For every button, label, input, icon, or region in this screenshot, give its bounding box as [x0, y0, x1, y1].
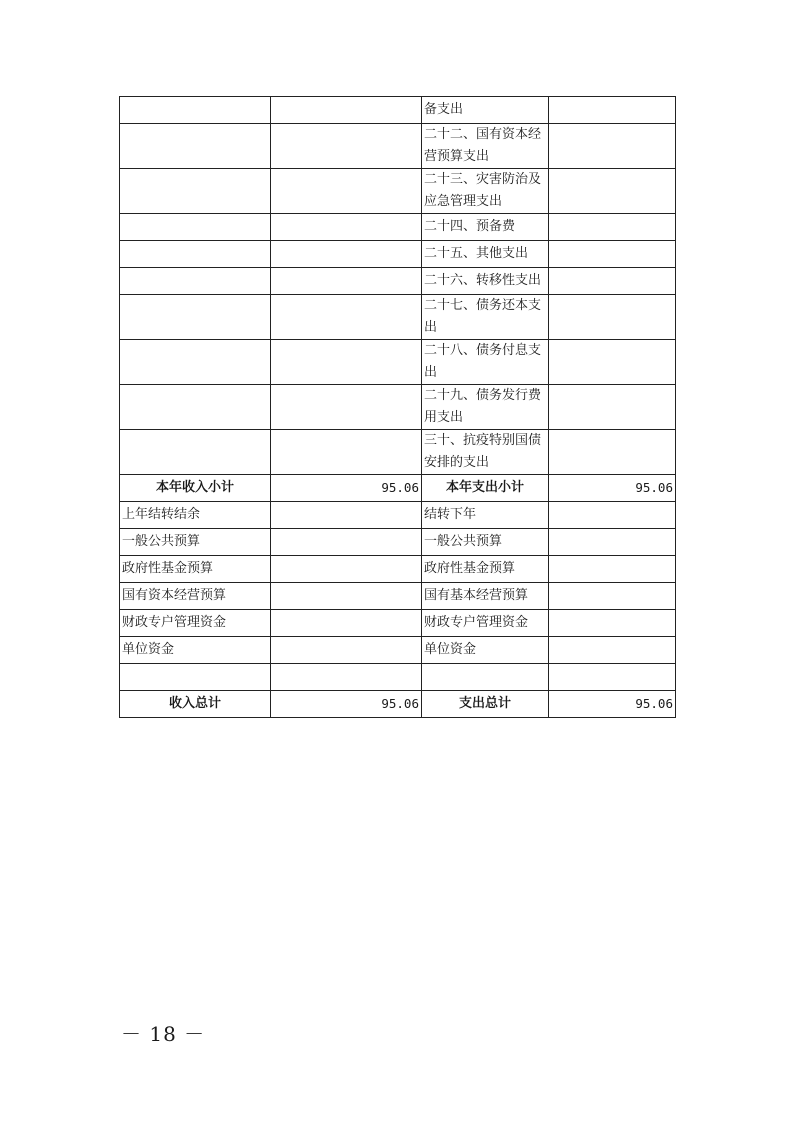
income-amount-cell: [271, 664, 422, 691]
income-subtotal-value: 95.06: [271, 475, 422, 502]
income-item-cell: [120, 169, 271, 214]
income-amount-cell: [271, 430, 422, 475]
table-row: [120, 637, 676, 664]
empty-row: [120, 664, 676, 691]
income-amount-cell: [271, 583, 422, 610]
income-item-cell: [120, 295, 271, 340]
table-row: [120, 169, 676, 214]
expense-item-cell: [422, 664, 549, 691]
table-row: [120, 214, 676, 241]
expense-amount-cell: [549, 241, 676, 268]
table-row: [120, 295, 676, 340]
expense-amount-cell: [549, 124, 676, 169]
table-row: [120, 529, 676, 556]
expense-item-cell: 二十八、债务付息支出: [422, 340, 549, 385]
income-carryover-label: 上年结转结余: [120, 502, 271, 529]
expense-amount-cell: [549, 502, 676, 529]
income-amount-cell: [271, 385, 422, 430]
table-row: [120, 241, 676, 268]
table-row: [120, 124, 676, 169]
table-row: [120, 268, 676, 295]
income-total-label: 收入总计: [120, 691, 271, 718]
income-item-cell: [120, 385, 271, 430]
table-row: [120, 340, 676, 385]
expense-amount-cell: [549, 610, 676, 637]
income-total-value: 95.06: [271, 691, 422, 718]
expense-carryover-item: 单位资金: [422, 637, 549, 664]
income-carryover-item: 国有资本经营预算: [120, 583, 271, 610]
income-carryover-item: 一般公共预算: [120, 529, 271, 556]
income-amount-cell: [271, 268, 422, 295]
income-item-cell: [120, 214, 271, 241]
expense-carryover-item: 政府性基金预算: [422, 556, 549, 583]
income-item-cell: [120, 340, 271, 385]
expense-amount-cell: [549, 583, 676, 610]
income-amount-cell: [271, 241, 422, 268]
income-amount-cell: [271, 97, 422, 124]
expense-amount-cell: [549, 214, 676, 241]
expense-amount-cell: [549, 430, 676, 475]
subtotal-row: [120, 475, 676, 502]
table-row: [120, 556, 676, 583]
income-item-cell: [120, 268, 271, 295]
table-row: [120, 385, 676, 430]
expense-subtotal-label: 本年支出小计: [422, 475, 549, 502]
expense-item-cell: 二十四、预备费: [422, 214, 549, 241]
income-item-cell: [120, 430, 271, 475]
income-amount-cell: [271, 637, 422, 664]
expense-carryover-item: 一般公共预算: [422, 529, 549, 556]
income-amount-cell: [271, 610, 422, 637]
expense-item-cell: 二十九、债务发行费用支出: [422, 385, 549, 430]
income-amount-cell: [271, 556, 422, 583]
income-amount-cell: [271, 340, 422, 385]
expense-amount-cell: [549, 97, 676, 124]
income-carryover-item: 单位资金: [120, 637, 271, 664]
expense-subtotal-value: 95.06: [549, 475, 676, 502]
table-row: [120, 97, 676, 124]
expense-item-cell: 二十五、其他支出: [422, 241, 549, 268]
income-amount-cell: [271, 295, 422, 340]
expense-carryover-item: 财政专户管理资金: [422, 610, 549, 637]
total-row: [120, 691, 676, 718]
income-item-cell: [120, 97, 271, 124]
expense-amount-cell: [549, 637, 676, 664]
expense-amount-cell: [549, 664, 676, 691]
income-item-cell: [120, 124, 271, 169]
expense-amount-cell: [549, 268, 676, 295]
table-row: [120, 430, 676, 475]
expense-item-cell: 三十、抗疫特别国债安排的支出: [422, 430, 549, 475]
expense-carryover-item: 国有基本经营预算: [422, 583, 549, 610]
page-number: － 18 －: [121, 1022, 206, 1046]
table-row: [120, 610, 676, 637]
income-carryover-item: 财政专户管理资金: [120, 610, 271, 637]
income-item-cell: [120, 241, 271, 268]
expense-item-cell: 备支出: [422, 97, 549, 124]
expense-item-cell: 二十二、国有资本经营预算支出: [422, 124, 549, 169]
budget-table: [119, 96, 676, 718]
expense-item-cell: 二十六、转移性支出: [422, 268, 549, 295]
expense-amount-cell: [549, 529, 676, 556]
expense-item-cell: 二十七、债务还本支出: [422, 295, 549, 340]
expense-total-label: 支出总计: [422, 691, 549, 718]
income-amount-cell: [271, 214, 422, 241]
expense-amount-cell: [549, 295, 676, 340]
income-amount-cell: [271, 529, 422, 556]
expense-total-value: 95.06: [549, 691, 676, 718]
expense-amount-cell: [549, 340, 676, 385]
expense-amount-cell: [549, 556, 676, 583]
income-item-cell: [120, 664, 271, 691]
income-amount-cell: [271, 502, 422, 529]
carryover-row: [120, 502, 676, 529]
expense-amount-cell: [549, 169, 676, 214]
income-amount-cell: [271, 169, 422, 214]
expense-amount-cell: [549, 385, 676, 430]
income-carryover-item: 政府性基金预算: [120, 556, 271, 583]
table-row: [120, 583, 676, 610]
expense-carryover-label: 结转下年: [422, 502, 549, 529]
income-subtotal-label: 本年收入小计: [120, 475, 271, 502]
income-amount-cell: [271, 124, 422, 169]
expense-item-cell: 二十三、灾害防治及应急管理支出: [422, 169, 549, 214]
